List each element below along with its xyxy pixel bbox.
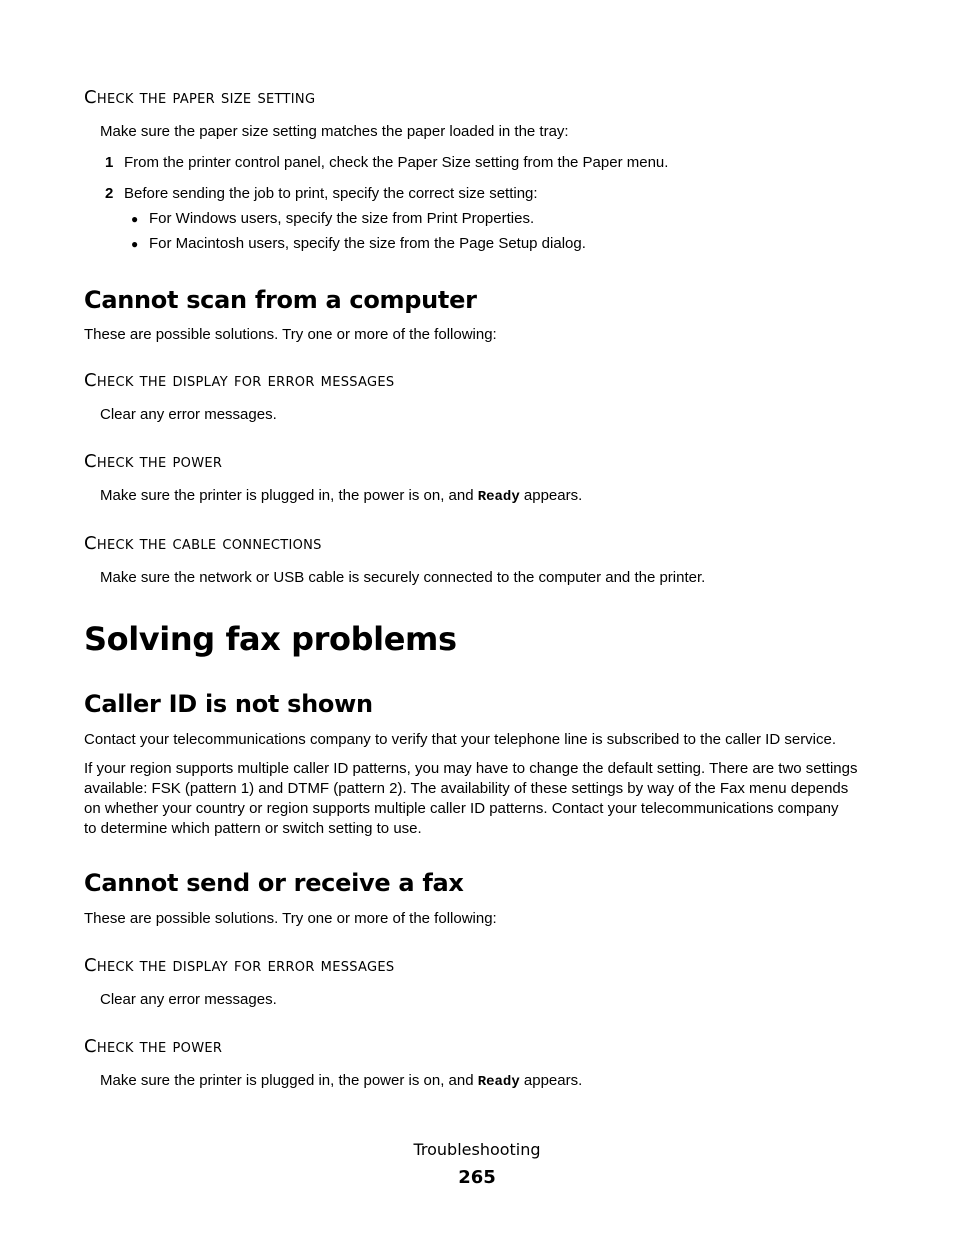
footer-section-name: Troubleshooting (413, 1140, 541, 1159)
display-errors-text: Clear any error messages. (100, 406, 277, 423)
section-title-caller-id: Caller ID is not shown (84, 690, 373, 718)
caller-id-para-2-line: on whether your country or region supports multiple caller ID patterns. Contact your telecommunications company (84, 800, 839, 817)
send-receive-intro: These are possible solutions. Try one or more of the following: (84, 910, 497, 927)
subheading-cable-connections: Check the cable connections (84, 533, 322, 554)
ready-code: Ready (477, 489, 520, 505)
caller-id-para-2-line: If your region supports multiple caller ID patterns, you may have to change the default setting. There are two settings (84, 760, 858, 777)
section-heading-paper-size: Check the paper size setting (84, 87, 316, 108)
subheading-check-power: Check the power (84, 1036, 223, 1057)
section-title-send-receive-fax: Cannot send or receive a fax (84, 869, 464, 897)
scan-intro: These are possible solutions. Try one or more of the following: (84, 326, 497, 343)
step-number: 1 (105, 154, 114, 171)
subheading-display-errors: Check the display for error messages (84, 370, 395, 391)
bullet-icon: ● (131, 237, 139, 251)
subheading-check-power: Check the power (84, 451, 223, 472)
step-number: 2 (105, 185, 114, 202)
display-errors-text: Clear any error messages. (100, 991, 277, 1008)
bullet-text: For Windows users, specify the size from Print Properties. (149, 210, 535, 227)
step-text: Before sending the job to print, specify the correct size setting: (124, 185, 538, 202)
caller-id-para-2-line: to determine which pattern or switch setting to use. (84, 820, 422, 837)
bullet-icon: ● (131, 212, 139, 226)
page-number: 265 (458, 1167, 496, 1188)
section-title-cannot-scan: Cannot scan from a computer (84, 286, 477, 314)
chapter-title-fax-problems: Solving fax problems (84, 620, 457, 658)
ready-code: Ready (477, 1074, 520, 1090)
power-text-end: appears. (519, 1072, 583, 1089)
power-text-start: Make sure the printer is plugged in, the power is on, and (100, 1072, 478, 1089)
check-power-text (100, 486, 582, 507)
bullet-text: For Macintosh users, specify the size from the Page Setup dialog. (149, 235, 586, 252)
paper-size-intro: Make sure the paper size setting matches the paper loaded in the tray: (100, 123, 569, 140)
power-text-start: Make sure the printer is plugged in, the power is on, and (100, 487, 478, 504)
subheading-display-errors: Check the display for error messages (84, 955, 395, 976)
caller-id-para-1: Contact your telecommunications company to verify that your telephone line is subscribed to the caller ID service. (84, 731, 837, 748)
check-power-text (100, 1071, 582, 1092)
power-text-end: appears. (519, 487, 583, 504)
caller-id-para-2-line: available: FSK (pattern 1) and DTMF (pattern 2). The availability of these settings by way of the Fax menu depends (84, 780, 849, 797)
step-text: From the printer control panel, check the Paper Size setting from the Paper menu. (124, 154, 669, 171)
cable-connections-text: Make sure the network or USB cable is securely connected to the computer and the printer. (100, 569, 706, 586)
